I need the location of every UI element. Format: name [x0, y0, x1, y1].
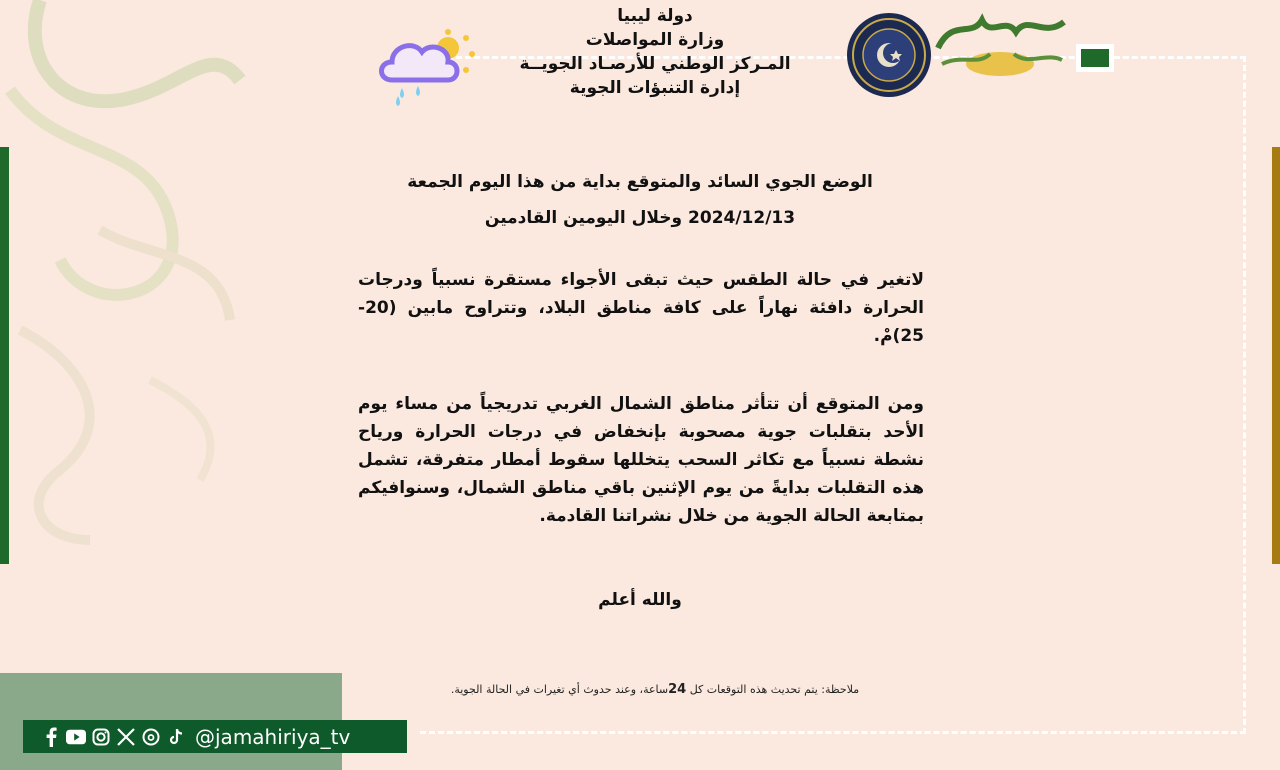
- x-icon[interactable]: [116, 727, 136, 747]
- forecast-paragraph-2: ومن المتوقع أن تتأثر مناطق الشمال الغربي تدريجياً من مساء يوم الأحد بتقلبات جوية مصحوبة بإنخفاض في درجات الحرارة ورياح نشطة نسبياً مع تكاثر السحب يتخللها سقوط أمطار متفرقة، تشمل هذه التقلبات بدايةً من يوم الإثنين باقي مناطق الشمال، وسنوافيكم بمتابعة الحالة الجوية من خلال نشراتنا القادمة.: [358, 394, 924, 526]
- update-note: [420, 682, 890, 697]
- note-prefix: ملاحظة: يتم تحديث هذه التوقعات كل: [686, 683, 860, 696]
- ministry-header: [480, 4, 830, 100]
- cloud-rain-sun-icon: [374, 28, 484, 108]
- tiktok-icon[interactable]: [166, 727, 186, 747]
- facebook-icon[interactable]: [41, 727, 61, 747]
- bulletin-title-line2: 2024/12/13 وخلال اليومين القادمين: [484, 208, 796, 228]
- note-hours: 24: [668, 682, 687, 697]
- left-green-accent-bar: [0, 147, 9, 564]
- decorative-calligraphy-swirl: [0, 0, 260, 560]
- header-line-state: دولة ليبيا: [617, 6, 693, 26]
- forecast-paragraph-1: لاتغير في حالة الطقس حيث تبقى الأجواء مستقرة نسبياً ودرجات الحرارة دافئة نهاراً على كافة مناطق البلاد، وتتراوح مابين (20-25)مْ.: [358, 270, 924, 346]
- green-flag-marker: [1076, 44, 1114, 72]
- instagram-icon[interactable]: [91, 727, 111, 747]
- threads-icon[interactable]: [141, 727, 161, 747]
- bulletin-title: [370, 164, 910, 236]
- closing-phrase: والله أعلم: [598, 590, 682, 610]
- right-gold-accent-bar: [1272, 147, 1280, 564]
- header-line-ministry: وزارة المواصلات: [585, 30, 725, 50]
- jamahiriya-calligraphy-logo: [932, 8, 1070, 76]
- youtube-icon[interactable]: [66, 727, 86, 747]
- national-meteorological-center-emblem: [846, 12, 932, 98]
- social-media-bar: [23, 720, 407, 753]
- header-line-center: المـركز الوطني للأرصـاد الجويــة: [519, 54, 791, 74]
- social-handle[interactable]: @jamahiriya_tv: [195, 724, 351, 749]
- bulletin-title-line1: الوضع الجوي السائد والمتوقع بداية من هذا اليوم الجمعة: [407, 172, 873, 192]
- header-line-department: إدارة التنبؤات الجوية: [569, 78, 741, 98]
- note-suffix: ساعة، وعند حدوث أي تغيرات في الحالة الجوية.: [450, 683, 669, 696]
